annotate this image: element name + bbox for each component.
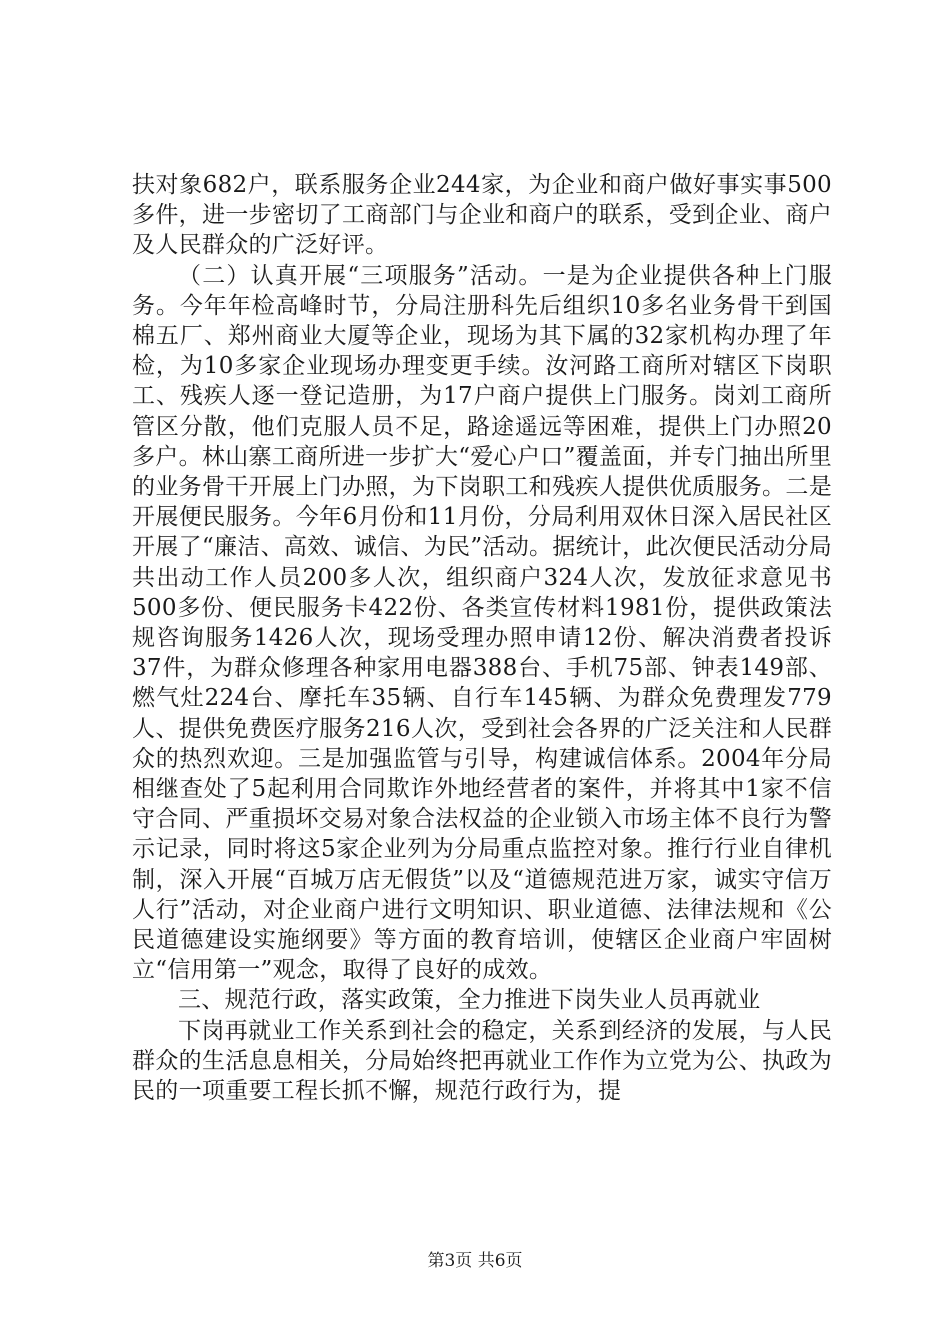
paragraph-three-services: （二）认真开展“三项服务”活动。一是为企业提供各种上门服务。今年年检高峰时节，分局注册科先后组织10多名业务骨干到国棉五厂、郑州商业大厦等企业，现场为其下属的32家机构办理了年检，为10多家企业现场办理变更手续。汝河路工商所对辖区下岗职工、残疾人逐一登记造册，为17户商户提供上门服务。岗刘工商所管区分散，他们克服人员不足，路途遥远等困难，提供上门办照20多户。林山寨工商所进一步扩大“爱心户口”覆盖面，并专门抽出所里的业务骨干开展上门办照，为下岗职工和残疾人提供优质服务。二是开展便民服务。今年6月份和11月份，分局利用双休日深入居民社区开展了“廉洁、高效、诚信、为民”活动。据统计，此次便民活动分局共出动工作人员200多人次，组织商户324人次，发放征求意见书500多份、便民服务卡422份、各类宣传材料1981份，提供政策法规咨询服务1426人次，现场受理办照申请12份、解决消费者投诉37件，为群众修理各种家用电器388台、手机75部、钟表149部、燃气灶224台、摩托车35辆、自行车145辆、为群众免费理发779人、提供免费医疗服务216人次，受到社会各界的广泛关注和人民群众的热烈欢迎。三是加强监管与引导，构建诚信体系。2004年分局相继查处了5起利用合同欺诈外地经营者的案件，并将其中1家不信守合同、严重损坏交易对象合法权益的企业锁入市场主体不良行为警示记录，同时将这5家企业列为分局重点监控对象。推行行业自律机制，深入开展“百城万店无假货”以及“道德规范进万家，诚实守信万人行”活动，对企业商户进行文明知识、职业道德、法律法规和《公民道德建设实施纲要》等方面的教育培训，使辖区企业商户牢固树立“信用第一”观念，取得了良好的成效。: [132, 262, 832, 984]
paragraph-continuation: 扶对象682户，联系服务企业244家，为企业和商户做好事实事500多件，进一步密切了工商部门与企业和商户的联系，受到企业、商户及人民群众的广泛好评。: [132, 172, 832, 259]
paragraph-reemployment: 下岗再就业工作关系到社会的稳定，关系到经济的发展，与人民群众的生活息息相关，分局始终把再就业工作作为立党为公、执政为民的一项重要工程长抓不懈，规范行政行为，提: [132, 1017, 832, 1105]
section-heading-reemployment: 三、规范行政，落实政策，全力推进下岗失业人员再就业: [178, 987, 761, 1014]
document-body: [132, 170, 832, 1106]
page-number-footer: 第3页 共6页: [427, 1251, 523, 1271]
